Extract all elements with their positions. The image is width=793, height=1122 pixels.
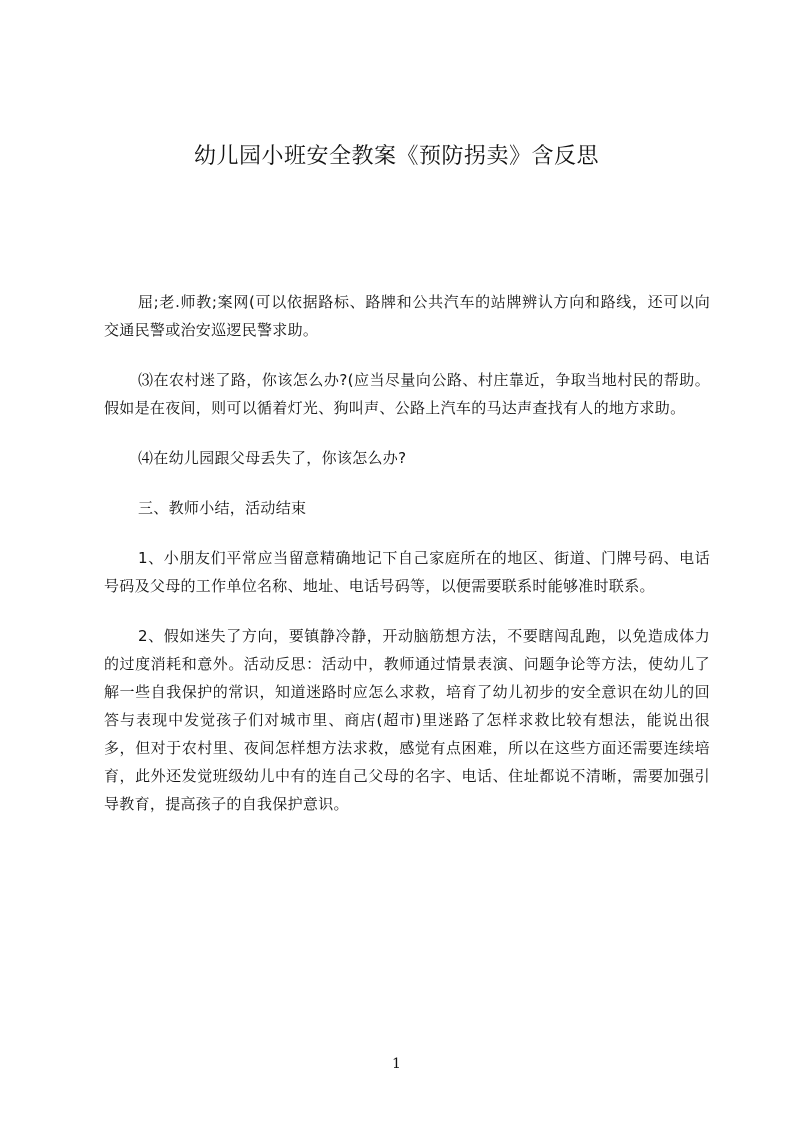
page-number: 1 <box>392 1056 401 1072</box>
paragraph-road-signs: 屈;老.师教;案网(可以依据路标、路牌和公共汽车的站牌辨认方向和路线，还可以向交通民警或治安巡逻民警求助。 <box>104 293 710 339</box>
paragraph-lost-in-village: ⑶在农村迷了路，你该怎么办?(应当尽量向公路、村庄靠近，争取当地村民的帮助。假如是在夜间，则可以循着灯光、狗叫声、公路上汽车的马达声查找有人的地方求助。 <box>104 371 710 417</box>
document-body <box>104 288 710 840</box>
section-heading-summary: 三、教师小结，活动结束 <box>138 499 307 517</box>
paragraph-summary-point-2-reflection: 2、假如迷失了方向，要镇静冷静，开动脑筋想方法，不要瞎闯乱跑，以免造成体力的过度消耗和意外。活动反思：活动中，教师通过情景表演、问题争论等方法，使幼儿了解一些自我保护的常识，知道迷路时应怎么求救，培育了幼儿初步的安全意识在幼儿的回答与表现中发觉孩子们对城市里、商店(超市)里迷路了怎样求救比较有想法，能说出很多，但对于农村里、夜间怎样想方法求救，感觉有点困难，所以在这些方面还需要连续培育，此外还发觉班级幼儿中有的连自己父母的名字、电话、住址都说不清晰，需要加强引导教育，提高孩子的自我保护意识。 <box>104 627 710 813</box>
document-title: 幼儿园小班安全教案《预防拐卖》含反思 <box>193 144 599 169</box>
paragraph-summary-point-1: 1、小朋友们平常应当留意精确地记下自己家庭所在的地区、街道、门牌号码、电话号码及父母的工作单位名称、地址、电话号码等，以便需要联系时能够准时联系。 <box>104 549 710 595</box>
paragraph-lost-in-kindergarten: ⑷在幼儿园跟父母丢失了，你该怎么办? <box>138 449 407 467</box>
